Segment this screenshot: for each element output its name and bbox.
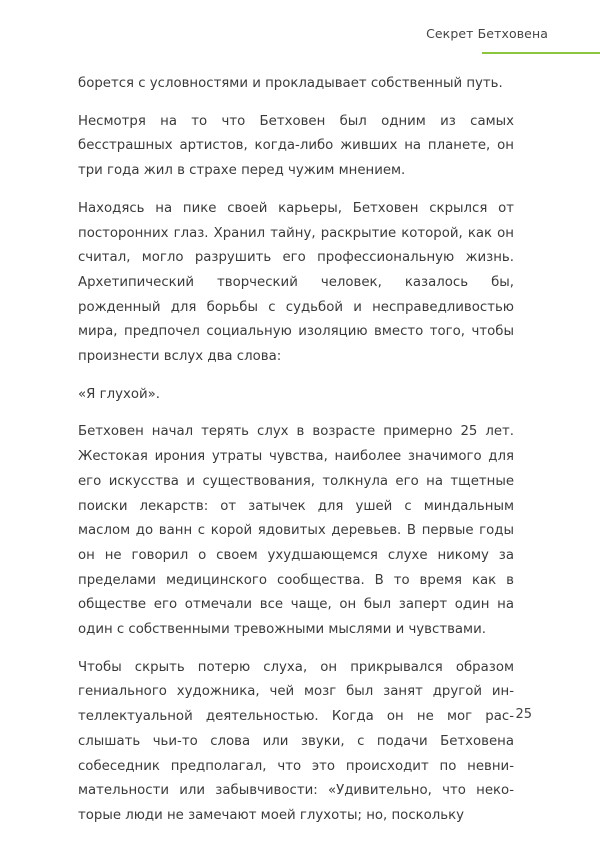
paragraph: Несмотря на то что Бетховен был одним из самых бесстрашных артистов, когда-либо живших на планете, он три года жил в страхе перед чужим мнением. <box>78 113 514 179</box>
page-body <box>78 72 514 842</box>
paragraph: борется с условностями и прокладывает собственный путь. <box>78 76 503 91</box>
header-accent-rule <box>482 52 600 54</box>
paragraph: Чтобы скрыть потерю слуха, он прикрывался образом гениального художника, чей мозг был занят другой интеллектуальной деятельностью. Когда он не мог расслышать чьи-то слова или звуки, с подачи Бетховена собеседник предполагал, что это происходит по невнимательности или забывчивости: «Удивительно, что некоторые люди не замечают моей глухоты; но, поскольку <box>78 659 514 823</box>
paragraph: Бетховен начал терять слух в возрасте примерно 25 лет. Жестокая ирония утраты чувства, наиболее значимого для его искусства и существования, толкнула его на тщетные поиски лекарств: от затычек для ушей с миндальным маслом до ванн с корой ядовитых деревьев. В первые годы он не говорил о своем ухудшающемся слухе никому за пределами медицинского сообщества. В то время как в обществе его отмечали все чаще, он был заперт один на один с собственными тревожными мыслями и чувствами. <box>78 424 514 638</box>
paragraph-quote: «Я глухой». <box>78 386 160 402</box>
paragraph: Находясь на пике своей карьеры, Бетховен скрылся от посторонних глаз. Хранил тайну, раскрытие которой, как он считал, могло разрушить его профессиональную жизнь. Архетипический творческий человек, казалось бы, рожденный для борьбы с судьбой и несправедливостью мира, предпочел социальную изоляцию вместо того, чтобы произнести вслух два слова: <box>78 200 514 365</box>
running-head-title: Секрет Бетховена <box>426 26 548 41</box>
page-number: 25 <box>515 707 532 722</box>
